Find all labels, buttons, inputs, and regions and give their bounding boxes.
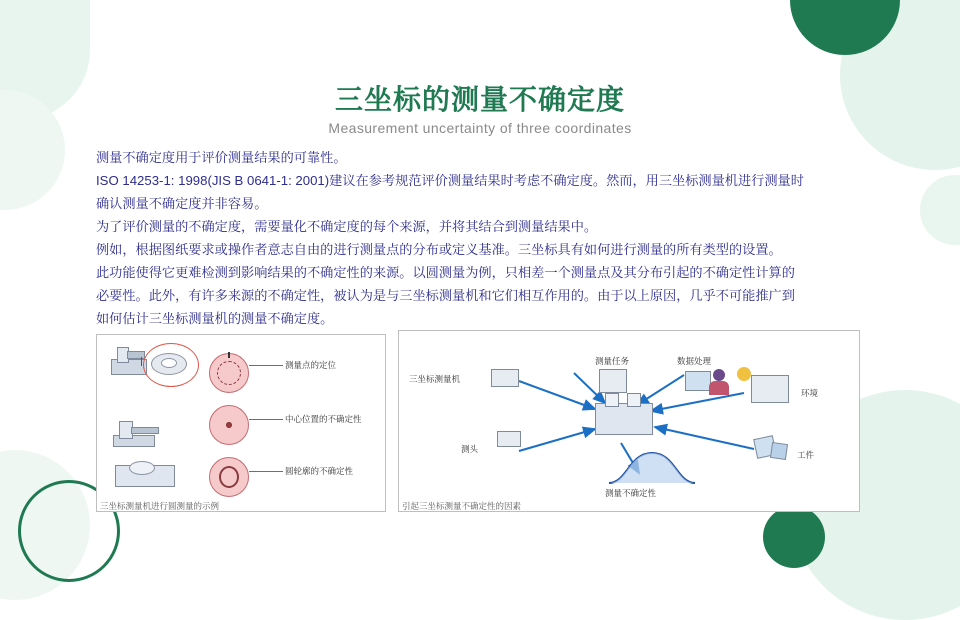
paragraph-line: ISO 14253-1: 1998(JIS B 0641-1: 2001)建议在参考规范评价测量结果时考虑不确定度。然而，用三坐标测量机进行测量时 — [96, 173, 804, 188]
label-cmm: 三坐标测量机 — [409, 374, 461, 384]
label-center-uncertainty: 中心位置的不确定性 — [285, 414, 362, 424]
data-processing-monitor-icon — [685, 371, 711, 391]
cmm-beam-icon — [131, 427, 159, 434]
center-cmm-column-icon — [605, 393, 619, 407]
measurement-circle-1-inner — [217, 361, 241, 385]
paragraph-line: 如何估计三坐标测量机的测量不确定度。 — [96, 311, 334, 326]
label-workpiece: 工件 — [797, 450, 815, 460]
label-measurement-task: 测量任务 — [595, 356, 630, 366]
label-contour-uncertainty: 圆轮廓的不确定性 — [285, 466, 354, 476]
operator-body-icon — [709, 381, 729, 395]
paragraph-line: 例如，根据图纸要求或操作者意志自由的进行测量点的分布或定义基准。三坐标具有如何进行测量的所有类型的设置。 — [96, 242, 782, 257]
measurement-task-icon — [599, 369, 627, 393]
paragraph-line: 必要性。此外，有许多来源的不确定性，被认为是与三坐标测量机和它们相互作用的。由于以上原因，几乎不可能推广到 — [96, 288, 795, 303]
highlight-ellipse — [143, 343, 199, 387]
probe-point-marker — [228, 352, 230, 358]
gaussian-curve-icon — [607, 449, 697, 485]
workpiece-lower-icon — [129, 461, 155, 475]
operator-head-icon — [713, 369, 725, 381]
figure-right — [398, 330, 860, 512]
page-title: 三坐标的测量不确定度 — [334, 84, 625, 115]
paragraph-line: 此功能使得它更难检测到影响结果的不确定性的来源。以圆测量为例，只相差一个测量点及其分布引起的不确定性计算的 — [96, 265, 795, 280]
decor-circle-right-middle — [920, 175, 960, 245]
label-probe: 测头 — [461, 444, 479, 454]
paragraph-line: 确认测量不确定度并非容易。 — [96, 196, 268, 211]
center-uncertainty-dot — [226, 422, 232, 428]
label-data-processing: 数据处理 — [677, 356, 712, 366]
label-environment: 环境 — [801, 388, 819, 398]
environment-icon — [751, 375, 789, 403]
contour-uncertainty-ring — [219, 466, 239, 488]
center-cmm-icon — [595, 403, 653, 435]
decor-circle-bottom-right-dark — [763, 506, 825, 568]
workpiece-block2-icon — [770, 442, 788, 460]
figure-left — [96, 334, 386, 512]
leader-line-2 — [249, 419, 283, 420]
leader-line-1 — [249, 365, 283, 366]
probe-icon — [497, 431, 521, 447]
label-measurement-uncertainty: 测量不确定性 — [605, 488, 657, 498]
paragraph-line: 测量不确定度用于评价测量结果的可靠性。 — [96, 150, 347, 165]
leader-line-3 — [249, 471, 283, 472]
cmm-factor-icon — [491, 369, 519, 387]
figure-left-drawing — [97, 335, 385, 511]
sun-icon — [737, 367, 751, 381]
figure-right-drawing — [399, 331, 859, 511]
label-measurement-point-location: 测量点的定位 — [285, 360, 337, 370]
figure-right-caption: 引起三坐标测量不确定性的因素 — [402, 501, 522, 511]
center-cmm-column2-icon — [627, 393, 641, 407]
body-text — [96, 146, 908, 330]
figure-left-caption: 三坐标测量机进行圆测量的示例 — [100, 501, 220, 511]
paragraph-line: 为了评价测量的不确定度，需要量化不确定度的每个来源，并将其结合到测量结果中。 — [96, 219, 598, 234]
page-subtitle: Measurement uncertainty of three coordinates — [328, 120, 632, 136]
cmm-probe-stem-icon — [141, 357, 142, 366]
cmm-arm-icon — [127, 351, 145, 359]
